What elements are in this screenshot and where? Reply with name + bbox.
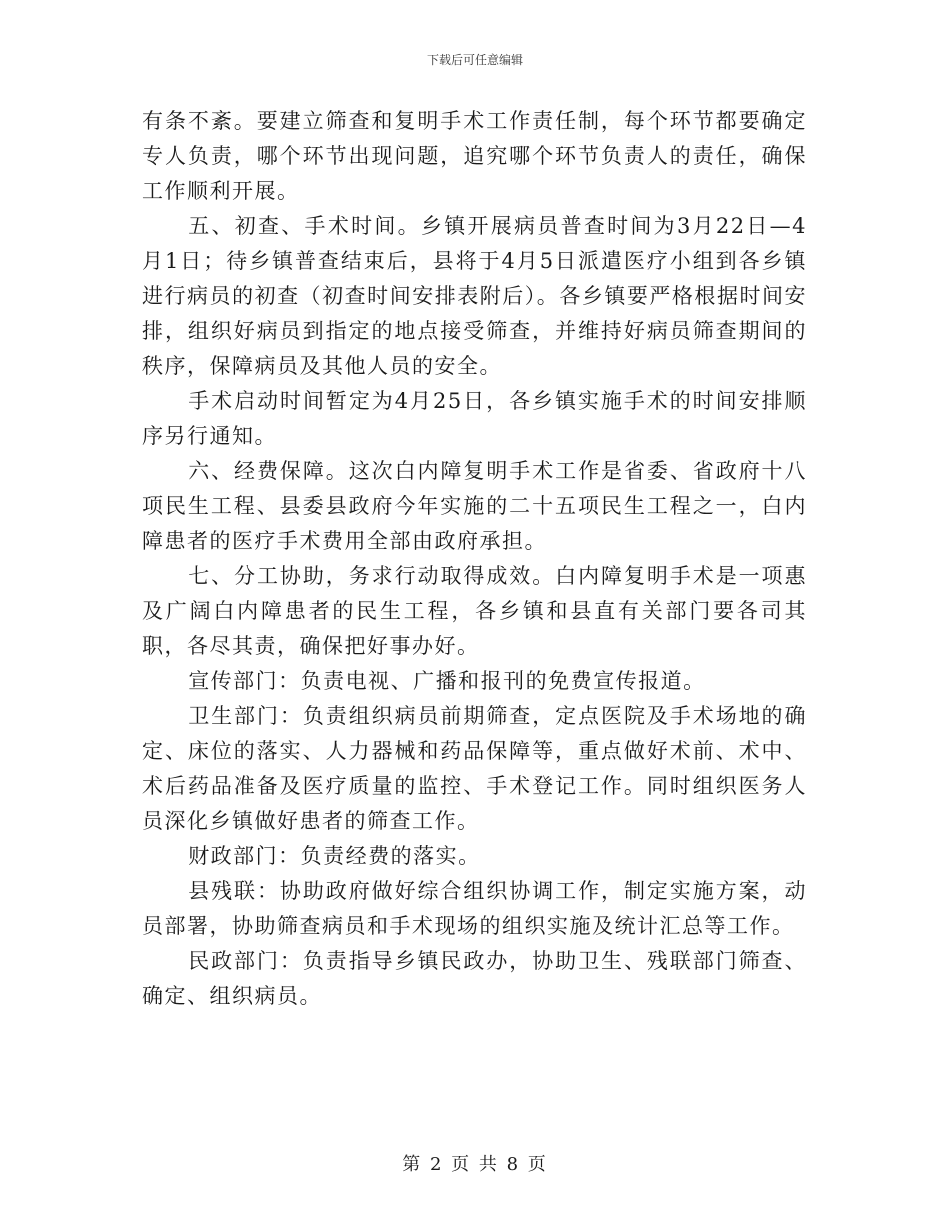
- page-header: 下载后可任意编辑: [426, 53, 523, 67]
- document-body: [142, 104, 807, 1014]
- paragraph-disabled-federation: 县残联：协助政府做好综合组织协调工作，制定实施方案，动员部署，协助筛查病员和手术现场的组织实施及统计汇总等工作。: [142, 879, 807, 938]
- paragraph-finance-dept: 财政部门：负责经费的落实。: [188, 844, 481, 868]
- paragraph-surgery-start: 手术启动时间暂定为4月25日，各乡镇实施手术的时间安排顺序另行通知。: [142, 389, 807, 448]
- paragraph-continuation: 有条不紊。要建立筛查和复明手术工作责任制，每个环节都要确定专人负责，哪个环节出现问题，追究哪个环节负责人的责任，确保工作顺利开展。: [142, 109, 807, 203]
- paragraph-publicity-dept: 宣传部门：负责电视、广播和报刊的免费宣传报道。: [188, 669, 706, 693]
- paragraph-schedule: 五、初查、手术时间。乡镇开展病员普查时间为3月22日—4月1日；待乡镇普查结束后，县将于4月5日派遣医疗小组到各乡镇进行病员的初查（初查时间安排表附后）。各乡镇要严格根据时间安排，组织好病员到指定的地点接受筛查，并维持好病员筛查期间的秩序，保障病员及其他人员的安全。: [142, 214, 807, 378]
- paragraph-funding: 六、经费保障。这次白内障复明手术工作是省委、省政府十八项民生工程、县委县政府今年实施的二十五项民生工程之一，白内障患者的医疗手术费用全部由政府承担。: [142, 459, 807, 553]
- paragraph-civil-affairs-dept: 民政部门：负责指导乡镇民政办，协助卫生、残联部门筛查、确定、组织病员。: [142, 949, 807, 1008]
- page-number: 第 2 页 共 8 页: [402, 1154, 548, 1175]
- paragraph-division-of-labor: 七、分工协助，务求行动取得成效。白内障复明手术是一项惠及广阔白内障患者的民生工程，各乡镇和县直有关部门要各司其职，各尽其责，确保把好事办好。: [142, 564, 807, 658]
- paragraph-health-dept: 卫生部门：负责组织病员前期筛查，定点医院及手术场地的确定、床位的落实、人力器械和药品保障等，重点做好术前、术中、术后药品准备及医疗质量的监控、手术登记工作。同时组织医务人员深化乡镇做好患者的筛查工作。: [142, 704, 807, 833]
